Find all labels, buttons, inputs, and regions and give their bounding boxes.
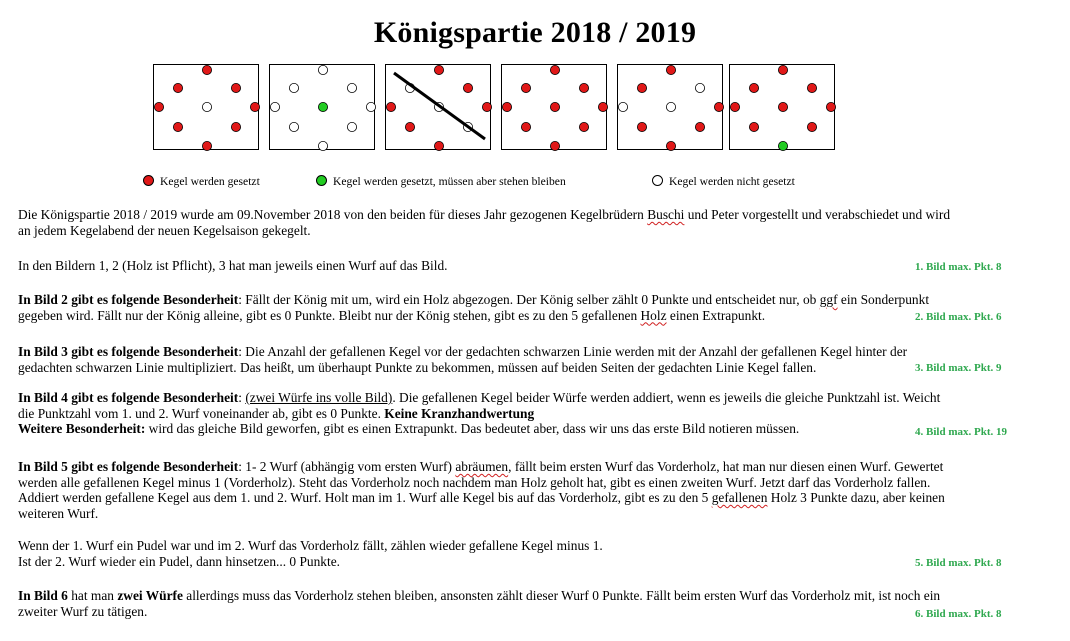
pin-red-icon [749, 83, 758, 92]
pin-red-icon [778, 102, 787, 111]
pin-red-icon [550, 102, 559, 111]
pin-white-icon [666, 102, 675, 111]
pin-red-icon [231, 122, 240, 131]
pin-red-icon [714, 102, 723, 111]
pin-red-icon [250, 102, 259, 111]
pin-white-icon [347, 83, 356, 92]
pin-red-icon [666, 141, 675, 150]
pin-white-icon [202, 102, 211, 111]
bild-5-points: 5. Bild max. Pkt. 8 [915, 557, 1002, 569]
bild-4-further-heading: Weitere Besonderheit: [18, 421, 146, 437]
bild-4-text-line2: die Punktzahl vom 1. und 2. Wurf voneinander ab, gibt es 0 Punkte. [18, 405, 385, 421]
bild-5-paragraph [18, 459, 1058, 521]
pudel-text-line2: Ist der 2. Wurf wieder ein Pudel, dann hinsetzen... 0 Punkte. [18, 553, 341, 569]
bild-3-points: 3. Bild max. Pkt. 9 [915, 362, 1002, 374]
pin-red-icon [521, 122, 530, 131]
pin-white-icon [289, 83, 298, 92]
bild-5-text-line3-cont: Holz 3 Punkte dazu, aber keinen [767, 490, 945, 506]
bild-4-points: 4. Bild max. Pkt. 19 [915, 426, 1007, 438]
pin-red-icon [202, 141, 211, 150]
bild-5-text-line3: Addiert werden gefallene Kegel aus dem 1. und 2. Wurf. Holt man im 1. Wurf alle Kegel bis auf das Vorderholz, gibt es zu den 5 [18, 490, 712, 506]
bild-2-text-line2-cont: einen Extrapunkt. [666, 307, 766, 323]
bild-4-paragraph [18, 390, 1058, 437]
pin-red-icon [778, 65, 787, 74]
bild-5-abraeumen: abräumen [455, 459, 509, 474]
pin-red-icon [405, 122, 414, 131]
red-pin-icon [143, 175, 154, 186]
bild-6-text-line2: zweiter Wurf zu tätigen. [18, 603, 148, 619]
legend-green [316, 175, 566, 188]
pin-red-icon [173, 122, 182, 131]
bild-5-pins [618, 65, 724, 151]
bild-6-text-a: hat man [67, 588, 118, 603]
bild-1-diagram [153, 64, 259, 150]
pudel-text-line1: Wenn der 1. Wurf ein Pudel war und im 2. Wurf das Vorderholz fällt, zählen wieder gefallene Kegel minus 1. [18, 538, 603, 553]
pin-red-icon [173, 83, 182, 92]
pin-white-icon [318, 141, 327, 150]
pin-red-icon [598, 102, 607, 111]
bild-3-pins [386, 65, 492, 151]
bild-6-points: 6. Bild max. Pkt. 8 [915, 608, 1002, 620]
legend-white-label: Kegel werden nicht gesetzt [669, 175, 795, 188]
pin-white-icon [618, 102, 627, 111]
bild-3-text: : Die Anzahl der gefallenen Kegel vor der gedachten schwarzen Linie werden mit der Anzahl der gefallenen Kegel hinter der [238, 344, 908, 359]
bild-5-text-line2: werden alle gefallenen Kegel minus 1 (Vorderholz). Steht das Vorderholz noch nachdem man Holz geholt hat, gibt es einen zweiten Wurf. Jetzt darf das Vorderholz fallen. [18, 474, 931, 490]
pin-white-icon [366, 102, 375, 111]
pin-red-icon [434, 141, 443, 150]
green-pin-icon [316, 175, 327, 186]
pin-red-icon [826, 102, 835, 111]
bild-2-holz: Holz [640, 307, 667, 323]
pin-white-icon [289, 122, 298, 131]
pin-white-icon [270, 102, 279, 111]
bild-5-pudel-paragraph [18, 538, 1058, 569]
bild-6-two-throws: zwei Würfe [117, 588, 183, 603]
bild-2-diagram [269, 64, 375, 150]
pin-white-icon [318, 65, 327, 74]
legend-white [652, 175, 795, 188]
bild-2-points: 2. Bild max. Pkt. 6 [915, 311, 1002, 323]
bild-6-heading: In Bild 6 [18, 588, 68, 603]
pin-red-icon [749, 122, 758, 131]
white-pin-icon [652, 175, 663, 186]
pin-red-icon [434, 65, 443, 74]
pin-red-icon [579, 83, 588, 92]
intro-text: Die Königspartie 2018 / 2019 wurde am 09.November 2018 von den beiden für dieses Jahr gezogenen Kegelbrüdern [18, 207, 648, 222]
page-title: Königspartie 2018 / 2019 [373, 16, 697, 49]
bild-4-colon: : [238, 390, 246, 405]
pin-red-icon [202, 65, 211, 74]
pin-red-icon [550, 141, 559, 150]
bild-1-points: 1. Bild max. Pkt. 8 [915, 261, 1002, 273]
pin-white-icon [695, 83, 704, 92]
bild-5-heading: In Bild 5 gibt es folgende Besonderheit [18, 459, 239, 474]
pin-white-icon [347, 122, 356, 131]
pin-red-icon [579, 122, 588, 131]
pin-red-icon [550, 65, 559, 74]
intro-text-line2: an jedem Kegelabend der neuen Kegelsaison gekegelt. [18, 222, 311, 238]
bild-4-no-kranz: Keine Kranzhandwertung [384, 405, 535, 421]
bild-4-text: . Die gefallenen Kegel beider Würfe werden addiert, wenn es jeweils die gleiche Punktzahl ist. Weicht [392, 390, 941, 405]
legend-green-label: Kegel werden gesetzt, müssen aber stehen bleiben [333, 175, 566, 188]
intro-paragraph [18, 207, 1058, 238]
legend-red [143, 175, 260, 188]
bild-4-pins [502, 65, 608, 151]
bild-2-paragraph [18, 292, 1058, 323]
pin-red-icon [502, 102, 511, 111]
bild-6-text: allerdings muss das Vorderholz stehen bleiben, ansonsten zählt dieser Wurf 0 Punkte. Fällt beim ersten Wurf das Vorderholz mit, ist noch ein [182, 588, 941, 603]
pin-red-icon [463, 83, 472, 92]
bild-4-diagram [501, 64, 607, 150]
bild-1-pins [154, 65, 260, 151]
pin-green-icon [318, 102, 327, 111]
bild-4-text-line3: wird das gleiche Bild geworfen, gibt es einen Extrapunkt. Das bedeutet aber, dass wir uns das erste Bild notieren müssen. [145, 421, 800, 437]
bild-1-3-text: In den Bildern 1, 2 (Holz ist Pflicht), 3 hat man jeweils einen Wurf auf das Bild. [18, 258, 448, 273]
bild-2-text-line2: gegeben wird. Fällt nur der König alleine, gibt es 0 Punkte. Bleibt nur der König stehen, gibt es zu den 5 gefallenen [18, 307, 641, 323]
pin-red-icon [666, 65, 675, 74]
pin-red-icon [807, 83, 816, 92]
bild-2-pins [270, 65, 376, 151]
bild-2-heading: In Bild 2 gibt es folgende Besonderheit [18, 292, 239, 307]
pin-red-icon [231, 83, 240, 92]
legend-red-label: Kegel werden gesetzt [160, 175, 260, 188]
bild-4-heading: In Bild 4 gibt es folgende Besonderheit [18, 390, 239, 405]
pin-red-icon [521, 83, 530, 92]
bild-6-paragraph [18, 588, 1058, 619]
pin-red-icon [154, 102, 163, 111]
intro-text-cont: und Peter vorgestellt und verabschiedet und wird [684, 207, 951, 222]
pin-red-icon [695, 122, 704, 131]
bild-5-text: : 1- 2 Wurf (abhängig vom ersten Wurf) [238, 459, 456, 474]
bild-6-diagram [729, 64, 835, 150]
pin-green-icon [778, 141, 787, 150]
bild-3-diagram [385, 64, 491, 150]
bild-3-heading: In Bild 3 gibt es folgende Besonderheit [18, 344, 239, 359]
pin-red-icon [482, 102, 491, 111]
bild-3-paragraph [18, 344, 1058, 375]
pin-red-icon [637, 122, 646, 131]
bild-2-text: : Fällt der König mit um, wird ein Holz abgezogen. Der König selber zählt 0 Punkte und entscheidet nur, ob [238, 292, 820, 307]
intro-name: Buschi [647, 207, 685, 222]
bild-1-3-paragraph [18, 258, 1058, 274]
bild-2-text-cont: ein Sonderpunkt [837, 292, 930, 307]
bild-5-diagram [617, 64, 723, 150]
bild-5-gefallenen: gefallenen [711, 490, 768, 506]
pin-red-icon [730, 102, 739, 111]
pin-red-icon [637, 83, 646, 92]
bild-2-abbr: ggf [819, 292, 838, 307]
pin-red-icon [807, 122, 816, 131]
pin-red-icon [386, 102, 395, 111]
bild-5-text-line4: weiteren Wurf. [18, 505, 99, 521]
bild-5-text-cont: , fällt beim ersten Wurf das Vorderholz, hat man nur diesen einen Wurf. Gewertet [508, 459, 944, 474]
bild-6-pins [730, 65, 836, 151]
bild-3-text-line2: gedachten schwarzen Linie multipliziert. Das heißt, um überhaupt Punkte zu bekommen, müssen auf beiden Seiten der gedachten Linie Kegel fallen. [18, 359, 817, 375]
bild-4-underlined: (zwei Würfe ins volle Bild) [245, 390, 393, 405]
